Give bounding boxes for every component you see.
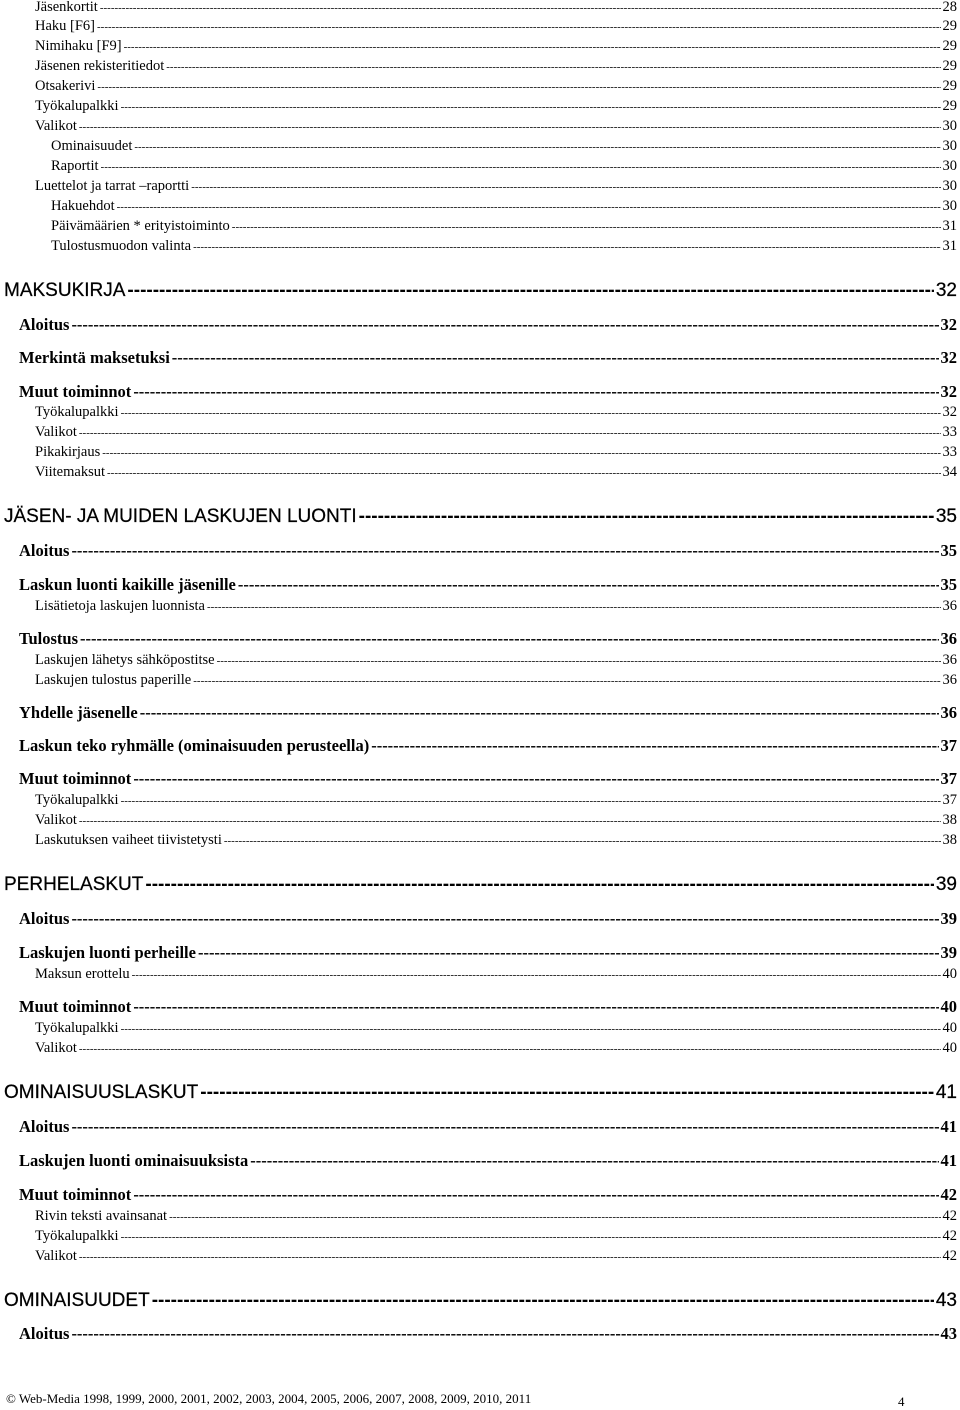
toc-entry[interactable] xyxy=(35,425,957,440)
toc-dot-leader xyxy=(121,796,941,807)
toc-entry-page: 30 xyxy=(942,178,957,194)
toc-entry[interactable] xyxy=(35,793,957,808)
toc-entry-page: 40 xyxy=(942,1040,957,1056)
toc-chapter-entry[interactable] xyxy=(4,507,957,526)
toc-dot-leader xyxy=(79,428,941,439)
toc-dot-leader xyxy=(132,970,941,981)
toc-entry-page: 32 xyxy=(940,315,957,334)
toc-entry-title: Työkalupalkki xyxy=(35,1020,119,1036)
toc-entry-title: Aloitus xyxy=(19,1324,70,1343)
toc-entry-title: Tulostusmuodon valinta xyxy=(51,238,192,254)
toc-entry-page: 31 xyxy=(942,238,957,254)
toc-entry-title: JÄSEN- JA MUIDEN LASKUJEN LUONTI xyxy=(4,506,357,527)
toc-entry-page: 30 xyxy=(942,138,957,154)
toc-entry-title: Työkalupalkki xyxy=(35,792,119,808)
toc-entry-page: 29 xyxy=(942,38,957,54)
toc-dot-leader xyxy=(198,945,939,962)
toc-entry[interactable] xyxy=(35,405,957,420)
toc-entry-title: Työkalupalkki xyxy=(35,98,119,114)
toc-entry-title: Luettelot ja tarrat –raportti xyxy=(35,178,190,194)
toc-dot-leader xyxy=(100,3,941,14)
toc-entry-title: Valikot xyxy=(35,812,77,828)
toc-entry[interactable] xyxy=(19,577,957,594)
toc-entry-title: Merkintä maksetuksi xyxy=(19,348,170,367)
toc-entry-title: Otsakerivi xyxy=(35,78,96,94)
toc-dot-leader xyxy=(371,738,938,755)
toc-entry-page: 35 xyxy=(940,575,957,594)
toc-dot-leader xyxy=(71,1326,938,1343)
toc-entry-title: Tulostus xyxy=(19,629,79,648)
toc-entry[interactable] xyxy=(19,317,957,334)
toc-entry-title: Lisätietoja laskujen luonnista xyxy=(35,598,205,614)
toc-entry[interactable] xyxy=(35,833,957,848)
toc-entry-page: 43 xyxy=(935,1290,957,1311)
toc-entry-page: 42 xyxy=(942,1228,957,1244)
toc-entry[interactable] xyxy=(35,119,957,134)
toc-dot-leader xyxy=(121,102,941,113)
toc-dot-leader xyxy=(121,408,941,419)
toc-entry[interactable] xyxy=(19,1119,957,1136)
toc-entry-title: Muut toiminnot xyxy=(19,1185,132,1204)
toc-entry[interactable] xyxy=(35,813,957,828)
toc-entry-page: 34 xyxy=(942,464,957,480)
toc-entry-page: 32 xyxy=(940,348,957,367)
toc-entry-title: Päivämäärien * erityistoiminto xyxy=(51,218,230,234)
toc-entry-page: 29 xyxy=(942,78,957,94)
toc-entry-title: Pikakirjaus xyxy=(35,444,101,460)
toc-entry-title: Maksun erottelu xyxy=(35,966,130,982)
toc-entry[interactable] xyxy=(19,999,957,1016)
toc-entry-title: Aloitus xyxy=(19,909,70,928)
toc-entry[interactable] xyxy=(19,631,957,648)
toc-entry-page: 36 xyxy=(940,629,957,648)
toc-entry-title: Valikot xyxy=(35,424,77,440)
toc-dot-leader xyxy=(193,676,940,687)
toc-entry[interactable] xyxy=(35,1041,957,1056)
toc-entry[interactable] xyxy=(35,1229,957,1244)
toc-entry-page: 41 xyxy=(935,1082,957,1103)
toc-entry[interactable] xyxy=(51,139,957,154)
toc-entry-page: 38 xyxy=(942,832,957,848)
toc-entry[interactable] xyxy=(51,219,957,234)
toc-entry-title: MAKSUKIRJA xyxy=(4,280,126,301)
toc-dot-leader xyxy=(79,1044,941,1055)
toc-entry-title: Ominaisuudet xyxy=(51,138,133,154)
toc-entry-title: Aloitus xyxy=(19,541,70,560)
toc-entry-page: 36 xyxy=(942,598,957,614)
toc-entry-page: 40 xyxy=(942,966,957,982)
footer-copyright: © Web-Media 1998, 1999, 2000, 2001, 2002, 2003, 2004, 2005, 2006, 2007, 2008, 2009, 2010, 2011 xyxy=(6,1391,532,1406)
toc-entry-page: 39 xyxy=(935,874,957,895)
toc-dot-leader xyxy=(224,836,941,847)
toc-dot-leader xyxy=(133,1187,938,1204)
toc-entry-title: Yhdelle jäsenelle xyxy=(19,703,138,722)
toc-entry-title: Aloitus xyxy=(19,315,70,334)
toc-entry-page: 29 xyxy=(942,98,957,114)
toc-dot-leader xyxy=(79,816,941,827)
toc-entry-title: Aloitus xyxy=(19,1117,70,1136)
toc-entry[interactable] xyxy=(35,179,957,194)
toc-dot-leader xyxy=(359,507,934,526)
toc-dot-leader xyxy=(107,468,940,479)
toc-entry[interactable] xyxy=(19,384,957,401)
toc-entry-title: Laskujen lähetys sähköpostitse xyxy=(35,652,215,668)
toc-entry[interactable] xyxy=(35,99,957,114)
toc-entry-title: Laskun teko ryhmälle (ominaisuuden perusteella) xyxy=(19,736,370,755)
toc-entry-page: 37 xyxy=(940,769,957,788)
toc-entry-page: 36 xyxy=(942,672,957,688)
toc-entry-title: Laskujen luonti perheille xyxy=(19,943,196,962)
toc-dot-leader xyxy=(200,1083,934,1102)
toc-entry-page: 32 xyxy=(942,404,957,420)
toc-entry-title: Hakuehdot xyxy=(51,198,115,214)
toc-entry-title: Valikot xyxy=(35,1248,77,1264)
toc-dot-leader xyxy=(133,771,938,788)
toc-entry[interactable] xyxy=(51,199,957,214)
toc-entry-title: Jäsenkortit xyxy=(35,0,98,15)
toc-entry[interactable] xyxy=(35,465,957,480)
toc-dot-leader xyxy=(134,142,940,153)
toc-dot-leader xyxy=(193,242,940,253)
toc-dot-leader xyxy=(152,1291,934,1310)
toc-chapter-entry[interactable] xyxy=(4,875,957,894)
page-number: 4 xyxy=(898,1394,905,1409)
toc-dot-leader xyxy=(71,543,938,560)
toc-entry-page: 29 xyxy=(942,58,957,74)
toc-entry[interactable] xyxy=(35,599,957,614)
toc-dot-leader xyxy=(191,182,940,193)
toc-entry-page: 30 xyxy=(942,118,957,134)
toc-entry-title: Laskujen luonti ominaisuuksista xyxy=(19,1151,249,1170)
toc-dot-leader xyxy=(166,62,940,73)
toc-entry[interactable] xyxy=(19,1153,957,1170)
toc-entry[interactable] xyxy=(19,1326,957,1343)
toc-entry-page: 35 xyxy=(935,506,957,527)
toc-entry[interactable] xyxy=(35,653,957,668)
toc-entry[interactable] xyxy=(35,59,957,74)
toc-entry[interactable] xyxy=(51,159,957,174)
toc-dot-leader xyxy=(140,705,939,722)
toc-dot-leader xyxy=(101,162,941,173)
toc-dot-leader xyxy=(133,384,938,401)
toc-dot-leader xyxy=(121,1024,941,1035)
toc-entry-page: 40 xyxy=(940,997,957,1016)
toc-entry-page: 42 xyxy=(940,1185,957,1204)
toc-dot-leader xyxy=(145,875,933,894)
toc-dot-leader xyxy=(80,631,938,648)
toc-entry-page: 33 xyxy=(942,444,957,460)
toc-entry-title: Muut toiminnot xyxy=(19,997,132,1016)
toc-dot-leader xyxy=(232,222,941,233)
toc-dot-leader xyxy=(250,1153,938,1170)
toc-dot-leader xyxy=(79,122,941,133)
toc-dot-leader xyxy=(117,202,941,213)
toc-entry-title: OMINAISUUDET xyxy=(4,1290,150,1311)
toc-entry-page: 32 xyxy=(935,280,957,301)
toc-entry[interactable] xyxy=(19,705,957,722)
toc-entry[interactable] xyxy=(35,0,957,15)
toc-chapter-entry[interactable] xyxy=(4,281,957,300)
toc-entry-page: 31 xyxy=(942,218,957,234)
toc-chapter-entry[interactable] xyxy=(4,1291,957,1310)
toc-entry-page: 29 xyxy=(942,18,957,34)
toc-entry-title: Muut toiminnot xyxy=(19,382,132,401)
toc-dot-leader xyxy=(102,448,940,459)
toc-entry[interactable] xyxy=(35,445,957,460)
toc-entry-title: Nimihaku [F9] xyxy=(35,38,122,54)
toc-entry-page: 35 xyxy=(940,541,957,560)
toc-entry-page: 41 xyxy=(940,1117,957,1136)
toc-entry[interactable] xyxy=(35,967,957,982)
toc-entry[interactable] xyxy=(35,19,957,34)
toc-entry-page: 32 xyxy=(940,382,957,401)
toc-entry[interactable] xyxy=(19,543,957,560)
toc-entry-title: Työkalupalkki xyxy=(35,1228,119,1244)
toc-dot-leader xyxy=(238,577,939,594)
toc-entry[interactable] xyxy=(35,79,957,94)
toc-entry-page: 41 xyxy=(940,1151,957,1170)
toc-entry[interactable] xyxy=(19,911,957,928)
toc-chapter-entry[interactable] xyxy=(4,1083,957,1102)
toc-entry-page: 37 xyxy=(942,792,957,808)
toc-entry-title: Raportit xyxy=(51,158,99,174)
toc-entry-page: 36 xyxy=(940,703,957,722)
toc-entry-title: Haku [F6] xyxy=(35,18,96,34)
toc-entry-title: OMINAISUUSLASKUT xyxy=(4,1082,199,1103)
toc-entry-page: 33 xyxy=(942,424,957,440)
toc-entry-title: PERHELASKUT xyxy=(4,874,144,895)
toc-entry-title: Työkalupalkki xyxy=(35,404,119,420)
toc-entry-page: 28 xyxy=(942,0,957,15)
toc-entry-title: Laskutuksen vaiheet tiivistetysti xyxy=(35,832,222,848)
toc-entry[interactable] xyxy=(19,945,957,962)
toc-entry[interactable] xyxy=(35,1021,957,1036)
toc-entry-page: 37 xyxy=(940,736,957,755)
toc-entry[interactable] xyxy=(35,39,957,54)
toc-entry-title: Valikot xyxy=(35,118,77,134)
toc-entry[interactable] xyxy=(35,673,957,688)
toc-dot-leader xyxy=(71,1119,938,1136)
toc-dot-leader xyxy=(124,42,941,53)
toc-entry-page: 42 xyxy=(942,1208,957,1224)
toc-dot-leader xyxy=(71,317,938,334)
toc-dot-leader xyxy=(79,1252,941,1263)
toc-dot-leader xyxy=(127,281,933,300)
toc-dot-leader xyxy=(207,602,941,613)
toc-entry-title: Valikot xyxy=(35,1040,77,1056)
toc-dot-leader xyxy=(133,999,938,1016)
toc-dot-leader xyxy=(121,1232,941,1243)
toc-entry-title: Muut toiminnot xyxy=(19,769,132,788)
toc-entry-title: Rivin teksti avainsanat xyxy=(35,1208,168,1224)
toc-entry-page: 30 xyxy=(942,198,957,214)
toc-entry[interactable] xyxy=(19,771,957,788)
toc-entry-page: 39 xyxy=(940,943,957,962)
toc-entry-title: Viitemaksut xyxy=(35,464,106,480)
toc-entry-page: 36 xyxy=(942,652,957,668)
toc-entry-title: Laskun luonti kaikille jäsenille xyxy=(19,575,236,594)
toc-entry[interactable] xyxy=(35,1209,957,1224)
toc-dot-leader xyxy=(169,1212,940,1223)
toc-dot-leader xyxy=(97,22,940,33)
toc-entry-page: 38 xyxy=(942,812,957,828)
toc-entry[interactable] xyxy=(19,1187,957,1204)
toc-entry-page: 42 xyxy=(942,1248,957,1264)
toc-dot-leader xyxy=(97,82,940,93)
toc-entry-page: 39 xyxy=(940,909,957,928)
toc-entry-title: Jäsenen rekisteritiedot xyxy=(35,58,165,74)
toc-entry[interactable] xyxy=(35,1249,957,1264)
toc-dot-leader xyxy=(217,656,941,667)
toc-entry-page: 43 xyxy=(940,1324,957,1343)
toc-entry[interactable] xyxy=(51,239,957,254)
toc-entry-page: 40 xyxy=(942,1020,957,1036)
toc-dot-leader xyxy=(172,350,939,367)
toc-entry[interactable] xyxy=(19,738,957,755)
toc-entry-title: Laskujen tulostus paperille xyxy=(35,672,192,688)
toc-entry-page: 30 xyxy=(942,158,957,174)
toc-dot-leader xyxy=(71,911,938,928)
toc-entry[interactable] xyxy=(19,350,957,367)
